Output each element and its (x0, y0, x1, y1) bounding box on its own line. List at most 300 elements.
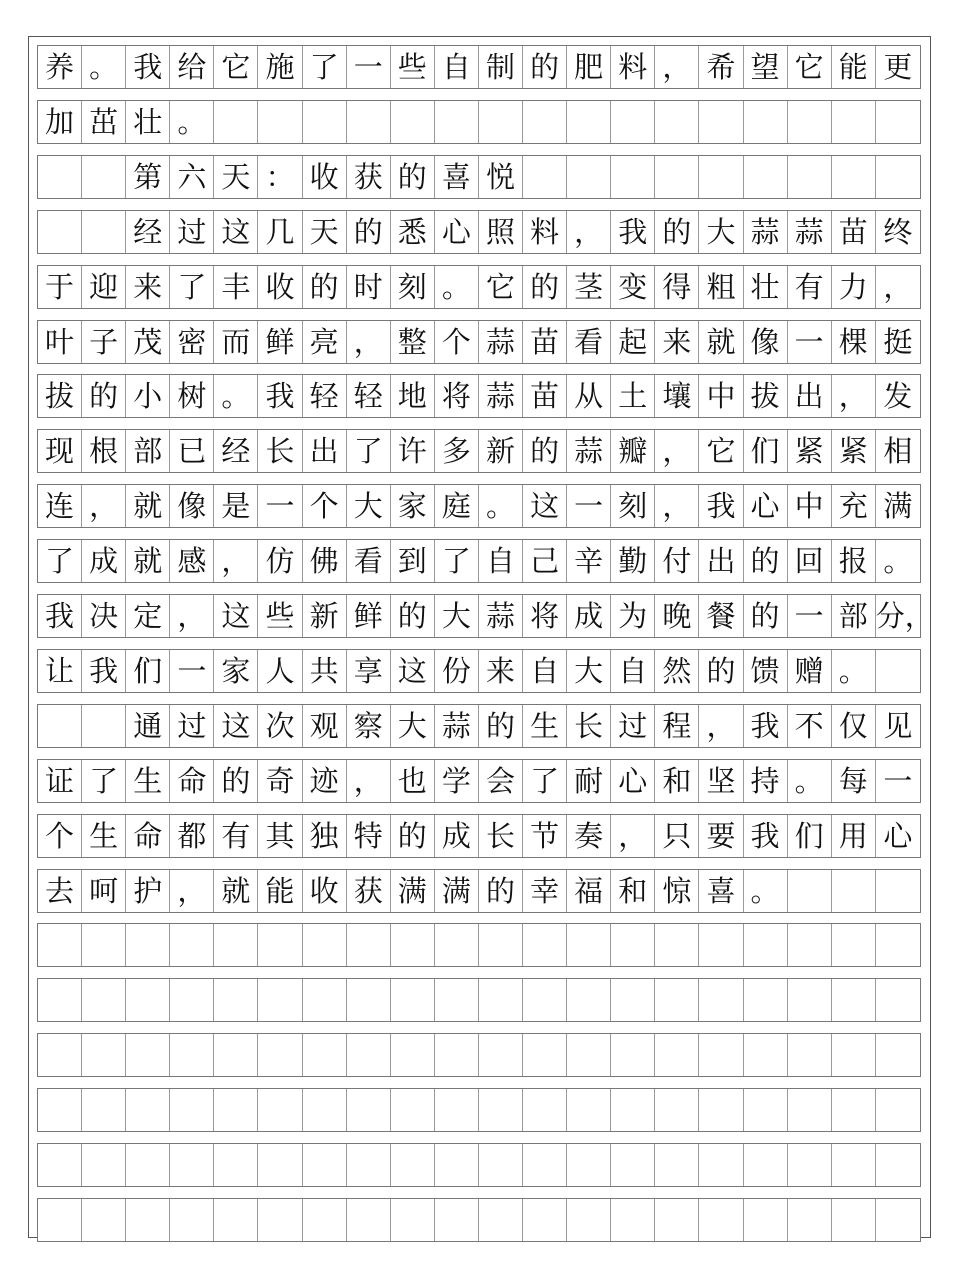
grid-cell: 坚 (699, 760, 743, 802)
grid-cell: 。 (788, 760, 832, 802)
grid-cell: 了 (38, 540, 82, 582)
grid-cell: 肥 (567, 46, 611, 88)
grid-cell: 经 (126, 211, 170, 253)
grid-cell: 就 (126, 485, 170, 527)
grid-cell: 将 (435, 375, 479, 417)
grid-cell: 持 (744, 760, 788, 802)
grid-cell (126, 979, 170, 1021)
grid-cell: 茂 (126, 321, 170, 363)
grid-cell: 们 (744, 430, 788, 472)
grid-cell (170, 979, 214, 1021)
grid-cell (214, 1034, 258, 1076)
grid-cell (655, 1089, 699, 1131)
grid-cell (699, 1144, 743, 1186)
grid-cell (170, 1034, 214, 1076)
grid-cell (832, 1034, 876, 1076)
grid-cell: 这 (391, 650, 435, 692)
grid-cell: 大 (435, 595, 479, 637)
grid-cell: 看 (347, 540, 391, 582)
grid-cell (347, 1089, 391, 1131)
grid-cell (611, 1034, 655, 1076)
grid-cell: 发 (883, 379, 913, 414)
grid-cell: 中 (699, 375, 743, 417)
grid-cell: 心 (744, 485, 788, 527)
grid-cell: 几 (258, 211, 302, 253)
grid-cell (832, 101, 876, 143)
grid-cell: 享 (347, 650, 391, 692)
grid-row (37, 210, 921, 254)
grid-cell: 蒜 (744, 211, 788, 253)
grid-cell: 己 (523, 540, 567, 582)
grid-cell: 为 (611, 595, 655, 637)
grid-cell: 和 (655, 760, 699, 802)
grid-cell (435, 1034, 479, 1076)
grid-cell: 去 (38, 870, 82, 912)
grid-cell: 像 (170, 485, 214, 527)
grid-cell (82, 1089, 126, 1131)
grid-cell: 。 (435, 266, 479, 308)
grid-cell: 一 (788, 595, 832, 637)
grid-cell: 用 (832, 815, 876, 857)
grid-cell (391, 1034, 435, 1076)
grid-row (37, 759, 921, 803)
grid-cell: 赠 (788, 650, 832, 692)
grid-cell (788, 156, 832, 198)
grid-cell: 惊 (655, 870, 699, 912)
grid-cell (479, 1034, 523, 1076)
grid-cell: 馈 (744, 650, 788, 692)
grid-cell: 学 (435, 760, 479, 802)
grid-cell: 的 (479, 705, 523, 747)
grid-cell (567, 1034, 611, 1076)
grid-cell: 它 (699, 430, 743, 472)
grid-cell (214, 924, 258, 966)
grid-cell (744, 101, 788, 143)
grid-cell: 大 (347, 485, 391, 527)
grid-cell: 见 (883, 708, 913, 743)
grid-cell: 自 (611, 650, 655, 692)
grid-row (37, 1198, 921, 1242)
grid-cell: 我 (611, 211, 655, 253)
grid-cell (303, 1034, 347, 1076)
grid-cell: 的 (523, 46, 567, 88)
grid-cell: 我 (126, 46, 170, 88)
grid-cell: 变 (611, 266, 655, 308)
grid-cell (744, 924, 788, 966)
grid-cell (258, 101, 302, 143)
grid-cell (567, 1089, 611, 1131)
grid-cell: 刻 (611, 485, 655, 527)
grid-cell (699, 156, 743, 198)
grid-cell: 也 (391, 760, 435, 802)
grid-row (37, 1033, 921, 1077)
grid-row (37, 814, 921, 858)
grid-cell: 迎 (82, 266, 126, 308)
grid-cell: 是 (214, 485, 258, 527)
grid-cell: 长 (258, 430, 302, 472)
grid-cell: 的 (523, 266, 567, 308)
grid-cell: ， (170, 870, 214, 912)
grid-cell (567, 156, 611, 198)
grid-cell (655, 1034, 699, 1076)
grid-cell: 我 (38, 595, 82, 637)
grid-cell (170, 1144, 214, 1186)
grid-cell: 了 (82, 760, 126, 802)
grid-cell (876, 101, 920, 143)
grid-cell: 满 (435, 870, 479, 912)
grid-cell: 它 (214, 46, 258, 88)
grid-cell: ， (699, 705, 743, 747)
grid-cell: 不 (788, 705, 832, 747)
grid-cell: 棵 (832, 321, 876, 363)
grid-cell (82, 979, 126, 1021)
grid-cell: ， (567, 211, 611, 253)
grid-cell: 其 (258, 815, 302, 857)
grid-row (37, 1088, 921, 1132)
grid-cell (303, 979, 347, 1021)
grid-cell: 施 (258, 46, 302, 88)
grid-cell: 节 (523, 815, 567, 857)
grid-cell (876, 1034, 920, 1076)
grid-cell: 晚 (655, 595, 699, 637)
grid-cell: 的 (391, 156, 435, 198)
grid-cell (435, 924, 479, 966)
grid-cell (788, 979, 832, 1021)
grid-cell: 喜 (435, 156, 479, 198)
grid-cell (744, 1144, 788, 1186)
grid-cell: 些 (258, 595, 302, 637)
grid-cell (832, 924, 876, 966)
grid-cell (258, 1199, 302, 1241)
grid-cell: 程 (655, 705, 699, 747)
grid-cell: 来 (655, 321, 699, 363)
grid-cell (38, 156, 82, 198)
grid-cell: 一 (883, 763, 913, 798)
grid-cell: 苗 (832, 211, 876, 253)
grid-cell (832, 870, 876, 912)
grid-cell (699, 101, 743, 143)
grid-cell: 回 (788, 540, 832, 582)
grid-cell: 仿 (258, 540, 302, 582)
grid-cell: 一 (258, 485, 302, 527)
grid-cell (258, 1144, 302, 1186)
grid-cell (38, 979, 82, 1021)
grid-cell: 这 (214, 705, 258, 747)
grid-cell (611, 979, 655, 1021)
grid-cell (611, 1144, 655, 1186)
grid-cell: 的 (347, 211, 391, 253)
grid-cell: 瓣 (611, 430, 655, 472)
grid-cell: 迹 (303, 760, 347, 802)
grid-cell: 蒜 (479, 321, 523, 363)
grid-cell (347, 1034, 391, 1076)
grid-cell: 大 (567, 650, 611, 692)
grid-cell (611, 1089, 655, 1131)
grid-cell (479, 1089, 523, 1131)
grid-cell: 了 (523, 760, 567, 802)
grid-cell: 茁 (82, 101, 126, 143)
grid-cell (258, 979, 302, 1021)
grid-cell: 茎 (567, 266, 611, 308)
grid-cell: 。 (170, 101, 214, 143)
grid-cell: 了 (347, 430, 391, 472)
grid-cell: 相 (883, 434, 913, 469)
grid-cell: 幸 (523, 870, 567, 912)
grid-cell: 鲜 (258, 321, 302, 363)
grid-cell: 了 (303, 46, 347, 88)
grid-cell: 蒜 (567, 430, 611, 472)
grid-cell (832, 1144, 876, 1186)
grid-cell: 观 (303, 705, 347, 747)
grid-cell (876, 979, 920, 1021)
grid-cell: 拔 (744, 375, 788, 417)
grid-cell: 土 (611, 375, 655, 417)
grid-cell: 将 (523, 595, 567, 637)
grid-cell: 命 (170, 760, 214, 802)
grid-cell: 个 (435, 321, 479, 363)
grid-cell (699, 979, 743, 1021)
grid-cell: 希 (699, 46, 743, 88)
grid-cell (126, 1144, 170, 1186)
grid-cell (303, 101, 347, 143)
grid-cell (876, 1199, 920, 1241)
grid-cell: 勤 (611, 540, 655, 582)
grid-cell (435, 101, 479, 143)
grid-cell: 。 (82, 46, 126, 88)
grid-row (37, 869, 921, 913)
grid-cell (38, 1199, 82, 1241)
grid-cell: 了 (435, 540, 479, 582)
grid-cell: 粗 (699, 266, 743, 308)
grid-cell: 出 (788, 375, 832, 417)
grid-cell: 经 (214, 430, 258, 472)
grid-cell (435, 979, 479, 1021)
grid-cell: 餐 (699, 595, 743, 637)
grid-cell: 自 (435, 46, 479, 88)
grid-cell: 的 (699, 650, 743, 692)
grid-cell: 的 (655, 211, 699, 253)
grid-cell (655, 156, 699, 198)
grid-cell (523, 1034, 567, 1076)
grid-cell: ， (655, 430, 699, 472)
grid-cell (391, 1089, 435, 1131)
grid-cell: 共 (303, 650, 347, 692)
grid-cell: 能 (258, 870, 302, 912)
grid-cell: 辛 (567, 540, 611, 582)
grid-cell: 满 (883, 489, 913, 524)
grid-cell (391, 101, 435, 143)
grid-cell (655, 924, 699, 966)
grid-cell: 收 (258, 266, 302, 308)
grid-cell: 长 (479, 815, 523, 857)
grid-cell (82, 1144, 126, 1186)
grid-cell: 密 (170, 321, 214, 363)
grid-cell: 力 (832, 266, 876, 308)
grid-cell (170, 1089, 214, 1131)
grid-cell: 能 (832, 46, 876, 88)
grid-cell: 仅 (832, 705, 876, 747)
grid-cell: 的 (744, 595, 788, 637)
grid-cell (303, 1144, 347, 1186)
grid-cell: 耐 (567, 760, 611, 802)
grid-cell (699, 924, 743, 966)
grid-cell (655, 1199, 699, 1241)
grid-cell: 成 (82, 540, 126, 582)
grid-cell (744, 1034, 788, 1076)
grid-cell: 部 (126, 430, 170, 472)
grid-cell (744, 1199, 788, 1241)
grid-cell (258, 924, 302, 966)
grid-cell: 庭 (435, 485, 479, 527)
grid-cell (523, 979, 567, 1021)
grid-cell (38, 211, 82, 253)
grid-cell (82, 156, 126, 198)
grid-cell (611, 156, 655, 198)
grid-cell: 特 (347, 815, 391, 857)
grid-cell: 生 (126, 760, 170, 802)
grid-cell: 获 (347, 156, 391, 198)
grid-cell: 这 (523, 485, 567, 527)
grid-cell (699, 1034, 743, 1076)
grid-cell: 我 (744, 705, 788, 747)
grid-cell (567, 1199, 611, 1241)
grid-cell: 我 (258, 375, 302, 417)
grid-cell: 生 (523, 705, 567, 747)
grid-cell (126, 924, 170, 966)
grid-cell (38, 1089, 82, 1131)
grid-cell: 得 (655, 266, 699, 308)
grid-cell: 丰 (214, 266, 258, 308)
grid-cell: ， (832, 375, 876, 417)
grid-cell: ， (347, 321, 391, 363)
grid-cell: 蒜 (479, 595, 523, 637)
grid-cell: 长 (567, 705, 611, 747)
grid-cell: 的 (479, 870, 523, 912)
grid-cell: 生 (82, 815, 126, 857)
grid-cell: 制 (479, 46, 523, 88)
grid-cell (479, 1199, 523, 1241)
grid-cell (788, 1199, 832, 1241)
grid-cell: 从 (567, 375, 611, 417)
grid-cell: 察 (347, 705, 391, 747)
grid-cell: 过 (611, 705, 655, 747)
grid-cell (347, 101, 391, 143)
grid-cell: 许 (391, 430, 435, 472)
grid-cell: 起 (611, 321, 655, 363)
grid-cell: 来 (479, 650, 523, 692)
grid-cell (435, 1199, 479, 1241)
grid-cell (876, 870, 920, 912)
grid-cell (347, 1199, 391, 1241)
grid-cell (788, 1034, 832, 1076)
grid-cell: 次 (258, 705, 302, 747)
grid-cell: 证 (38, 760, 82, 802)
grid-cell: 料 (523, 211, 567, 253)
grid-cell: 呵 (82, 870, 126, 912)
grid-cell: 自 (523, 650, 567, 692)
grid-cell: 充 (832, 485, 876, 527)
grid-cell (435, 1089, 479, 1131)
grid-cell (347, 924, 391, 966)
grid-cell: 就 (126, 540, 170, 582)
grid-row (37, 45, 921, 89)
grid-cell: 天 (214, 156, 258, 198)
grid-cell (126, 1034, 170, 1076)
grid-cell (876, 1144, 920, 1186)
grid-cell (744, 156, 788, 198)
grid-cell (214, 1144, 258, 1186)
grid-cell: 奇 (258, 760, 302, 802)
grid-cell: ， (170, 595, 214, 637)
grid-cell (214, 1089, 258, 1131)
grid-cell (347, 979, 391, 1021)
grid-cell (214, 1199, 258, 1241)
grid-cell: 这 (214, 211, 258, 253)
grid-cell: 到 (391, 540, 435, 582)
grid-cell: 决 (82, 595, 126, 637)
grid-cell: ， (655, 46, 699, 88)
grid-cell: 壤 (655, 375, 699, 417)
grid-cell: 成 (435, 815, 479, 857)
grid-cell (479, 101, 523, 143)
grid-cell: 。 (744, 870, 788, 912)
grid-cell (391, 1199, 435, 1241)
grid-row (37, 484, 921, 528)
grid-cell (479, 1144, 523, 1186)
grid-cell: 像 (744, 321, 788, 363)
grid-cell: 来 (126, 266, 170, 308)
grid-cell: 就 (699, 321, 743, 363)
grid-cell: 分， (875, 599, 934, 633)
grid-row (37, 100, 921, 144)
grid-cell: 有 (214, 815, 258, 857)
grid-cell (82, 1199, 126, 1241)
grid-cell: 这 (214, 595, 258, 637)
grid-cell: 根 (82, 430, 126, 472)
grid-cell (744, 979, 788, 1021)
grid-cell: 出 (303, 430, 347, 472)
grid-cell: 报 (832, 540, 876, 582)
grid-cell: 终 (883, 214, 913, 249)
grid-row (37, 374, 921, 418)
grid-cell: 佛 (303, 540, 347, 582)
grid-cell: 通 (126, 705, 170, 747)
grid-row (37, 649, 921, 693)
grid-row (37, 978, 921, 1022)
grid-cell (655, 979, 699, 1021)
grid-cell: 多 (435, 430, 479, 472)
grid-cell: 蒜 (788, 211, 832, 253)
grid-cell (391, 924, 435, 966)
grid-cell: 和 (611, 870, 655, 912)
grid-cell: 们 (788, 815, 832, 857)
grid-cell: 的 (391, 595, 435, 637)
grid-cell: 了 (170, 266, 214, 308)
grid-row (37, 923, 921, 967)
grid-cell (611, 1199, 655, 1241)
grid-cell: 整 (391, 321, 435, 363)
grid-cell (82, 1034, 126, 1076)
grid-cell: 苗 (523, 375, 567, 417)
grid-cell: 紧 (788, 430, 832, 472)
grid-cell: 收 (303, 156, 347, 198)
grid-cell: 已 (170, 430, 214, 472)
grid-cell: 都 (170, 815, 214, 857)
grid-cell: 的 (391, 815, 435, 857)
grid-cell: 它 (479, 266, 523, 308)
grid-cell (876, 156, 920, 198)
grid-cell (38, 1034, 82, 1076)
